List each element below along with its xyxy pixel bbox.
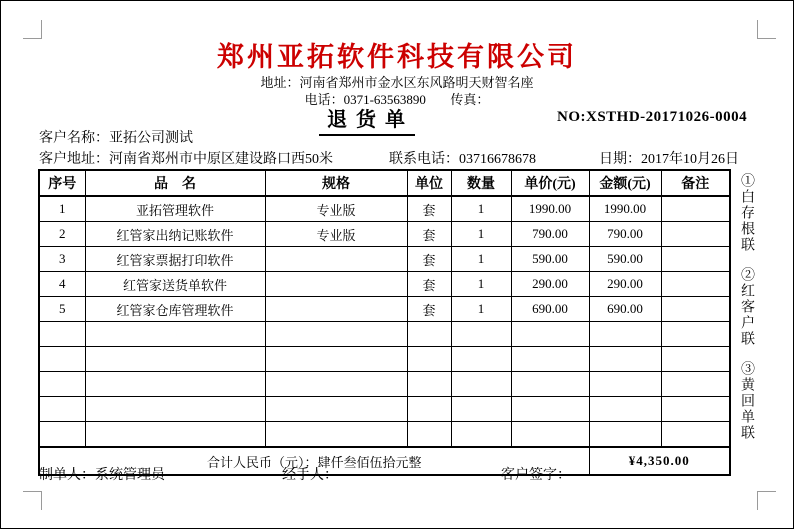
table-cell <box>265 397 407 422</box>
table-cell: 690.00 <box>589 297 661 322</box>
column-header-1: 品 名 <box>85 170 265 196</box>
copy-label-stub: ①白存根联 <box>739 173 754 253</box>
handler-label: 经手人： <box>282 468 338 483</box>
company-fax-label: 传真： <box>450 92 490 107</box>
table-cell <box>661 422 730 448</box>
table-cell: 690.00 <box>511 297 589 322</box>
table-cell <box>85 397 265 422</box>
table-row <box>39 196 730 222</box>
table-cell <box>265 322 407 347</box>
table-cell <box>511 372 589 397</box>
table-row <box>39 272 730 297</box>
table-cell: 2 <box>39 222 85 247</box>
handler-line <box>282 464 338 484</box>
table-cell: 1 <box>451 196 511 222</box>
table-cell <box>511 322 589 347</box>
table-cell <box>39 397 85 422</box>
table-cell: 1 <box>451 222 511 247</box>
maker-value: 系统管理员 <box>95 468 165 483</box>
table-cell <box>589 422 661 448</box>
table-cell <box>451 347 511 372</box>
table-cell <box>589 347 661 372</box>
table-cell <box>451 422 511 448</box>
table-cell <box>39 422 85 448</box>
table-cell <box>85 422 265 448</box>
table-row <box>39 247 730 272</box>
table-cell <box>407 422 451 448</box>
column-header-7: 备注 <box>661 170 730 196</box>
table-cell: 套 <box>407 272 451 297</box>
table-row <box>39 222 730 247</box>
table-cell: 290.00 <box>589 272 661 297</box>
table-cell <box>85 372 265 397</box>
table-cell <box>511 422 589 448</box>
table-cell: 专业版 <box>265 222 407 247</box>
customer-name-value: 亚拓公司测试 <box>109 131 193 146</box>
table-cell: 1 <box>451 272 511 297</box>
customer-name-label: 客户名称： <box>39 131 109 146</box>
table-cell: 1 <box>451 247 511 272</box>
document-date-label: 日期： <box>599 152 641 167</box>
table-cell: 590.00 <box>589 247 661 272</box>
crop-mark-bottom-right <box>757 491 776 510</box>
table-cell: 红管家仓库管理软件 <box>85 297 265 322</box>
signature-row <box>1 464 794 484</box>
table-cell: 790.00 <box>511 222 589 247</box>
customer-address-label: 客户地址： <box>39 152 109 167</box>
table-cell <box>39 347 85 372</box>
table-cell <box>589 322 661 347</box>
maker-label: 制单人： <box>39 468 95 483</box>
table-cell <box>407 322 451 347</box>
table-cell <box>265 272 407 297</box>
items-table <box>38 169 731 476</box>
table-cell: 红管家送货单软件 <box>85 272 265 297</box>
customer-phone-label: 联系电话： <box>389 152 459 167</box>
column-header-2: 规格 <box>265 170 407 196</box>
table-cell <box>265 422 407 448</box>
table-cell <box>407 397 451 422</box>
table-cell <box>511 347 589 372</box>
document-number: NO:XSTHD-20171026-0004 <box>557 109 748 125</box>
company-address-value: 河南省郑州市金水区东风路明天财智名座 <box>299 75 534 90</box>
table-cell: 套 <box>407 196 451 222</box>
table-cell: 套 <box>407 222 451 247</box>
copy-labels <box>734 173 758 441</box>
table-cell: 专业版 <box>265 196 407 222</box>
customer-phone-value: 03716678678 <box>459 152 536 167</box>
maker-line <box>39 464 165 484</box>
table-cell: 590.00 <box>511 247 589 272</box>
document-title: 退 货 单 <box>319 103 415 136</box>
table-cell <box>589 372 661 397</box>
table-row <box>39 297 730 322</box>
column-header-4: 数量 <box>451 170 511 196</box>
table-cell <box>661 397 730 422</box>
column-header-3: 单位 <box>407 170 451 196</box>
customer-sign-line <box>501 464 571 484</box>
document-date-value: 2017年10月26日 <box>641 152 739 167</box>
table-cell: 3 <box>39 247 85 272</box>
table-row-empty <box>39 397 730 422</box>
customer-name-line <box>39 127 193 147</box>
copy-label-receipt: ③黄回单联 <box>739 361 754 441</box>
items-table-header-row <box>39 170 730 196</box>
customer-sign-label: 客户签字： <box>501 468 571 483</box>
table-cell: 290.00 <box>511 272 589 297</box>
company-phone-label: 电话： <box>304 92 344 107</box>
table-cell: 5 <box>39 297 85 322</box>
column-header-5: 单价(元) <box>511 170 589 196</box>
table-cell <box>265 347 407 372</box>
table-cell <box>661 372 730 397</box>
table-cell: 1 <box>451 297 511 322</box>
total-amount: ¥4,350.00 <box>589 447 730 475</box>
table-cell <box>265 247 407 272</box>
table-row-empty <box>39 422 730 448</box>
table-cell <box>661 247 730 272</box>
table-row-empty <box>39 322 730 347</box>
table-cell <box>661 322 730 347</box>
column-header-0: 序号 <box>39 170 85 196</box>
total-in-words: 合计人民币（元）：肆仟叁佰伍拾元整 <box>39 447 589 475</box>
table-cell: 套 <box>407 247 451 272</box>
table-cell <box>85 322 265 347</box>
column-header-6: 金额(元) <box>589 170 661 196</box>
company-address-label: 地址： <box>260 75 300 90</box>
table-cell: 1 <box>39 196 85 222</box>
company-phone-value: 0371-63563890 <box>343 92 426 107</box>
copy-label-customer: ②红客户联 <box>739 267 754 347</box>
table-cell: 1990.00 <box>589 196 661 222</box>
customer-address-value: 河南省郑州市中原区建设路口西50米 <box>109 152 333 167</box>
table-cell <box>511 397 589 422</box>
table-row-empty <box>39 372 730 397</box>
table-cell <box>265 297 407 322</box>
table-cell <box>407 347 451 372</box>
crop-mark-bottom-left <box>23 491 42 510</box>
company-name: 郑州亚拓软件科技有限公司 <box>217 42 577 72</box>
table-cell: 4 <box>39 272 85 297</box>
table-cell <box>265 372 407 397</box>
table-cell <box>451 322 511 347</box>
table-cell <box>85 347 265 372</box>
table-cell <box>407 372 451 397</box>
table-cell <box>661 222 730 247</box>
table-cell: 790.00 <box>589 222 661 247</box>
customer-address-line <box>39 148 333 168</box>
table-cell <box>589 397 661 422</box>
table-cell: 1990.00 <box>511 196 589 222</box>
table-cell <box>661 196 730 222</box>
document-date-line <box>599 148 739 168</box>
table-cell: 套 <box>407 297 451 322</box>
table-cell: 红管家票据打印软件 <box>85 247 265 272</box>
table-cell <box>451 372 511 397</box>
table-cell <box>39 322 85 347</box>
table-row-empty <box>39 347 730 372</box>
table-cell <box>39 372 85 397</box>
table-cell <box>661 297 730 322</box>
table-cell: 亚拓管理软件 <box>85 196 265 222</box>
customer-phone-line <box>389 148 536 168</box>
table-cell: 红管家出纳记账软件 <box>85 222 265 247</box>
table-cell <box>661 272 730 297</box>
table-cell <box>451 397 511 422</box>
table-cell <box>661 347 730 372</box>
